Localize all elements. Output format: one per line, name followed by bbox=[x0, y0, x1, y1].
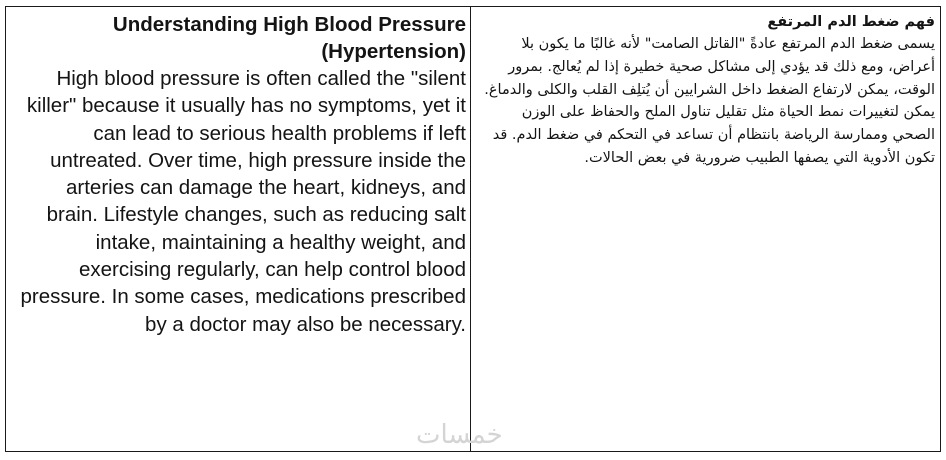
arabic-title: فهم ضغط الدم المرتفع bbox=[767, 14, 935, 30]
arabic-cell bbox=[471, 7, 940, 451]
bilingual-table bbox=[5, 6, 941, 452]
watermark-logo: خمسات bbox=[416, 420, 503, 450]
english-title: Understanding High Blood Pressure (Hypertension) bbox=[112, 13, 466, 63]
english-body: High blood pressure is often called the "silent killer" because it usually has no symptoms, yet it can lead to serious health problems if left untreated. Over time, high pressure inside the arteries can damage the heart, kidneys, and brain. Lifestyle changes, such as reducing salt intake, maintaining a healthy weight, and exercising regularly, can help control blood pressure. In some cases, medications prescribed by a doctor may also be necessary. bbox=[20, 67, 466, 336]
english-cell bbox=[6, 7, 471, 451]
arabic-body: يسمى ضغط الدم المرتفع عادةً "القاتل الصامت" لأنه غالبًا ما يكون بلا أعراض، ومع ذلك قد يؤدي إلى مشاكل صحية خطيرة إذا لم يُعالج. بمرور الوقت، يمكن لارتفاع الضغط داخل الشرايين أن يُتلِف القلب والكلى والدماغ. يمكن لتغييرات نمط الحياة مثل تقليل تناول الملح والحفاظ على الوزن الصحي وممارسة الرياضة بانتظام أن تساعد في التحكم في ضغط الدم. قد تكون الأدوية التي يصفها الطبيب ضرورية في بعض الحالات. bbox=[484, 36, 935, 166]
